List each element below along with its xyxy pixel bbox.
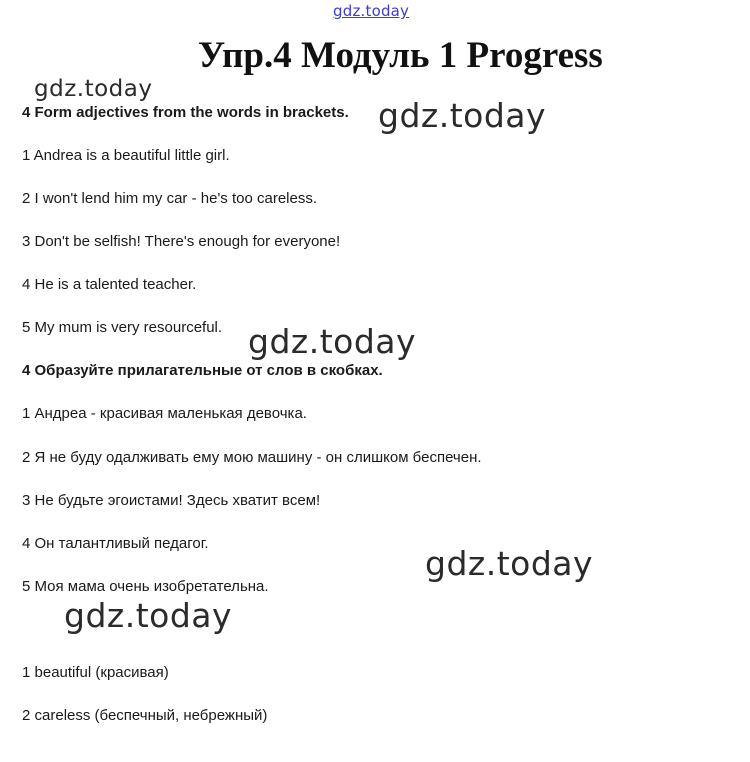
russian-item-4: 4 Он талантливый педагог. [22,535,209,552]
watermark: gdz.today [248,322,417,361]
answer-2: 2 careless (беспечный, небрежный) [22,707,268,724]
watermark: gdz.today [34,76,153,102]
watermark: gdz.today [425,544,594,583]
watermark: gdz.today [64,596,233,635]
english-item-4: 4 He is a talented teacher. [22,276,197,293]
russian-instruction: 4 Образуйте прилагательные от слов в скобках. [22,362,383,379]
english-item-1: 1 Andrea is a beautiful little girl. [22,147,230,164]
page-title: Упр.4 Модуль 1 Progress [198,35,603,76]
russian-item-3: 3 Не будьте эгоистами! Здесь хватит всем! [22,492,321,509]
english-item-5: 5 My mum is very resourceful. [22,319,223,336]
english-instruction: 4 Form adjectives from the words in brackets. [22,104,349,121]
russian-item-2: 2 Я не буду одалживать ему мою машину - он слишком беспечен. [22,449,482,466]
russian-item-5: 5 Моя мама очень изобретательна. [22,578,269,595]
russian-item-1: 1 Андреа - красивая маленькая девочка. [22,405,307,422]
english-item-2: 2 I won't lend him my car - he's too careless. [22,190,318,207]
watermark: gdz.today [378,96,547,135]
answer-1: 1 beautiful (красивая) [22,664,169,681]
english-item-3: 3 Don't be selfish! There's enough for everyone! [22,233,341,250]
site-link[interactable]: gdz.today [333,2,410,20]
